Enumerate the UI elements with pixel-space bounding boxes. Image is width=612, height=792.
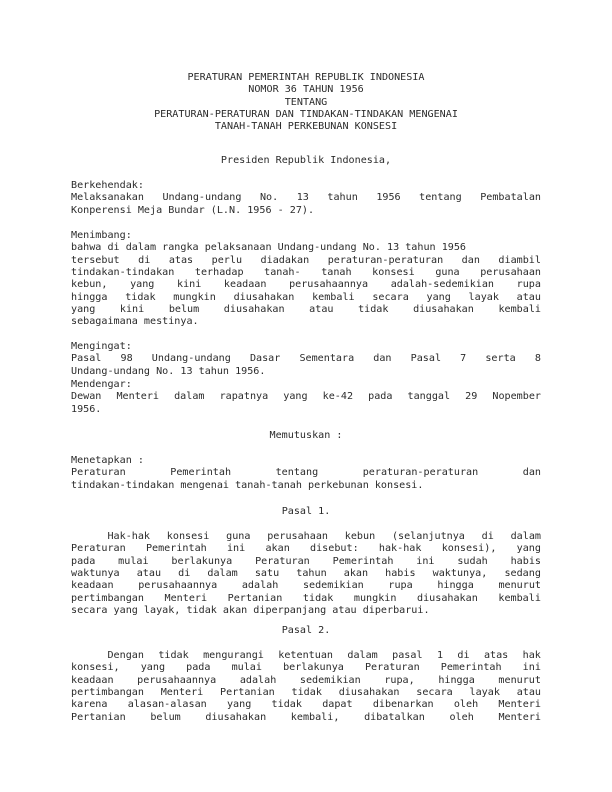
text-word: keadaan (71, 674, 114, 686)
text-word: perlu (211, 254, 243, 266)
pasal-2-body (71, 650, 541, 724)
text-word: tanah- (264, 267, 301, 279)
text-line: Undang-undang No. 13 tahun 1956. (71, 365, 266, 377)
text-word: ketentuan (278, 650, 333, 661)
title-line-3: TENTANG (284, 96, 328, 108)
text-word: habis (510, 555, 541, 567)
text-word: Peraturan (364, 662, 420, 674)
text-word: Undang-undang (162, 192, 242, 204)
text-word: Sementara (299, 353, 355, 365)
text-line: tindakan-tindakan mengenai tanah-tanah perkebunan konsesi. (71, 479, 424, 491)
text-line (71, 267, 541, 279)
text-word: keadaan (71, 580, 114, 592)
text-word: rupa, (384, 674, 415, 686)
text-word: perusahaannya (138, 580, 218, 592)
pasal-2-paragraph (71, 650, 541, 724)
text-word: Dasar (249, 353, 281, 365)
text-word: kembali, (290, 711, 340, 723)
text-line (71, 192, 541, 204)
text-line (71, 304, 541, 316)
text-word: konsesi), (441, 543, 497, 555)
text-word: diadakan (260, 254, 310, 266)
text-word: dapat (322, 699, 353, 711)
text-word: tahun (327, 192, 358, 204)
text-word: hak-hak (378, 543, 422, 555)
text-word: mulai (118, 555, 149, 567)
text-word: guna (226, 531, 251, 542)
text-word: adalah (239, 674, 277, 686)
text-word: atas (168, 254, 194, 266)
text-word: yang (516, 543, 541, 555)
mendengar-body (71, 391, 541, 416)
menimbang-body (71, 242, 541, 328)
section-mengingat (71, 341, 541, 378)
text-line (71, 556, 541, 568)
text-word: diusahakan (233, 291, 295, 303)
text-word: layak (469, 687, 500, 699)
text-word: 8 (534, 353, 541, 365)
text-word: rupa (516, 279, 541, 291)
text-word: Melaksanakan (71, 192, 144, 204)
text-line (71, 353, 541, 365)
text-word: Peraturan (71, 543, 126, 555)
text-word: belum (150, 711, 181, 723)
text-line (71, 675, 541, 687)
title-line-1: PERATURAN PEMERINTAH REPUBLIK INDONESIA (187, 72, 425, 83)
text-word: konsesi (166, 531, 210, 542)
section-menimbang (71, 230, 541, 329)
text-word: Peraturan (255, 555, 310, 567)
text-word: Menteri (160, 687, 204, 699)
text-word: Pemerintah (145, 543, 207, 555)
document-title (0, 72, 612, 134)
text-word: perusahaannya (137, 674, 217, 686)
text-line (71, 391, 541, 403)
section-berkehendak (71, 180, 541, 217)
text-word: Nopember (492, 391, 541, 403)
text-word: Menteri (498, 711, 541, 723)
text-word: dalam (347, 650, 378, 661)
text-line (71, 568, 541, 580)
text-word: di (178, 568, 191, 580)
text-word: perusahaan (480, 267, 541, 279)
text-word: pada (186, 662, 211, 674)
mengingat-label: Mengingat: (71, 341, 132, 352)
text-word: menurut (498, 674, 541, 686)
pasal-1-heading-text: Pasal 1. (281, 506, 331, 517)
text-word: secara (372, 291, 409, 303)
text-line (71, 593, 541, 605)
text-word: Hak-hak (71, 531, 151, 542)
text-word: Menteri (116, 391, 160, 403)
text-word: alasan-alasan (127, 699, 207, 711)
text-word: tidak (125, 291, 156, 303)
text-word: dibenarkan (372, 699, 434, 711)
text-word: rapatnya (219, 391, 269, 403)
text-word: hingga (437, 580, 474, 592)
text-word: dalam (510, 531, 541, 542)
text-line (71, 712, 541, 724)
text-word: Dengan (71, 650, 144, 661)
text-word: guna (435, 267, 460, 279)
text-word: pertimbangan (71, 592, 144, 604)
text-word: berlakunya (283, 662, 344, 674)
text-word: Pasal (410, 353, 442, 365)
text-word: di (138, 254, 151, 266)
text-word: belum (168, 304, 200, 316)
text-word: sedang (504, 568, 541, 580)
text-word: tanggal (407, 391, 451, 403)
text-line: Konperensi Meja Bundar (L.N. 1956 - 27). (71, 204, 315, 216)
text-word: menurut (498, 580, 541, 592)
text-line (71, 255, 541, 267)
text-word: tentang (275, 467, 319, 479)
text-word: perusahaannya (289, 279, 369, 291)
text-word: 1956 (376, 192, 401, 204)
text-word: mungkin (353, 592, 397, 604)
text-word: hingga (438, 674, 475, 686)
text-word: yang (130, 279, 155, 291)
text-line (71, 687, 541, 699)
memutuskan-text: Memutuskan : (269, 430, 343, 441)
text-word: diusahakan (205, 711, 267, 723)
text-word: Menteri (164, 592, 208, 604)
text-line (71, 580, 541, 592)
text-word: sudah (457, 555, 488, 567)
text-word: oleh (449, 711, 474, 723)
pasal-1-paragraph (71, 531, 541, 617)
text-line (71, 650, 541, 662)
text-word: Peraturan (71, 467, 126, 479)
text-word: yang (71, 304, 96, 316)
text-word: 29 (465, 391, 478, 403)
text-word: dalam (207, 568, 238, 580)
text-word: ini (522, 662, 541, 674)
text-line: secara yang layak, tidak akan diperpanjang atau diperbarui. (71, 605, 430, 617)
text-word: peraturan-peraturan (327, 254, 444, 266)
pasal-1-heading (0, 506, 612, 518)
authority-text: Presiden Republik Indonesia, (220, 155, 392, 166)
text-word: tentang (419, 192, 462, 204)
text-word: perusahaan (267, 531, 328, 542)
text-word: kini (177, 279, 202, 291)
text-word: terhadap (194, 267, 244, 279)
text-word: kembali (498, 304, 541, 316)
text-word: Dewan (71, 391, 102, 403)
text-word: Pemerintah (332, 555, 394, 567)
text-word: Pertanian (220, 687, 275, 699)
text-word: peraturan-peraturan (362, 467, 479, 479)
text-word: mungkin (173, 291, 216, 303)
authority-line (0, 155, 612, 167)
pasal-2-heading-text: Pasal 2. (281, 625, 331, 636)
text-word: secara (416, 687, 453, 699)
text-word: waktunya, (432, 568, 488, 580)
memutuskan-heading (0, 430, 612, 442)
text-word: 13 (296, 192, 309, 204)
text-word: kembali (312, 291, 355, 303)
mendengar-label: Mendengar: (71, 379, 132, 390)
text-word: tidak (291, 687, 322, 699)
text-word: diusahakan (413, 304, 474, 316)
text-word: tidak (271, 699, 302, 711)
text-word: Pembatalan (480, 192, 541, 204)
text-word: hak (522, 650, 541, 661)
menetapkan-label: Menetapkan : (71, 455, 144, 466)
text-word: kembali (498, 592, 541, 604)
text-word: sedemikian (302, 580, 364, 592)
menetapkan-body (71, 467, 541, 492)
text-word: habis (385, 568, 416, 580)
text-word: 7 (460, 353, 467, 365)
text-word: layak (468, 291, 499, 303)
text-word: tanah (321, 267, 352, 279)
text-word: tidak (358, 304, 389, 316)
text-word: satu (254, 568, 280, 580)
text-word: dan (522, 467, 541, 479)
text-word: ini (416, 555, 435, 567)
text-word: pertimbangan (71, 687, 144, 699)
text-word: konsesi (372, 267, 415, 279)
text-word: adalah-sedemikian (390, 279, 495, 291)
text-word: hingga (71, 291, 108, 303)
text-word: akan (343, 568, 369, 580)
text-word: No. (259, 192, 279, 204)
text-line: bahwa di dalam rangka pelaksanaan Undang-undang No. 13 tahun 1956 (71, 242, 467, 254)
text-word: disebut: (310, 543, 359, 555)
text-word: kini (119, 304, 145, 316)
text-word: yang (426, 291, 451, 303)
text-word: atau (136, 568, 162, 580)
menimbang-label: Menimbang: (71, 230, 132, 241)
text-line (71, 662, 541, 674)
mengingat-body (71, 353, 541, 378)
text-word: pasal (392, 650, 423, 661)
text-word: atas (483, 650, 509, 661)
text-word: di (481, 531, 494, 542)
text-word: mulai (231, 662, 262, 674)
text-word: yang (283, 391, 308, 403)
text-word: diusahakan (338, 687, 400, 699)
text-word: tidak (302, 592, 334, 604)
text-word: Undang-undang (151, 353, 231, 365)
section-mendengar (71, 379, 541, 416)
text-word: dan (373, 353, 392, 365)
text-word: atau (516, 291, 541, 303)
title-line-2: NOMOR 36 TAHUN 1956 (248, 84, 364, 96)
text-word: dan (461, 254, 480, 266)
text-word: Menteri (498, 699, 541, 711)
text-word: Pemerintah (170, 467, 232, 479)
text-line (71, 699, 541, 711)
text-line (71, 531, 541, 543)
berkehendak-body (71, 192, 541, 217)
text-word: mengurangi (203, 650, 264, 661)
text-word: 1 (436, 650, 444, 661)
text-word: ini (226, 543, 246, 555)
text-word: diusahakan (223, 304, 285, 316)
text-word: rupa (388, 580, 413, 592)
pasal-1-body (71, 531, 541, 617)
text-word: kebun, (71, 279, 108, 291)
text-word: oleh (453, 699, 479, 711)
text-word: tersebut (71, 254, 120, 266)
text-word: di (457, 650, 470, 661)
pasal-2-heading (0, 625, 612, 637)
text-line (71, 279, 541, 291)
text-word: dalam (174, 391, 205, 403)
text-word: atau (309, 304, 334, 316)
title-line-4: PERATURAN-PERATURAN DAN TINDAKAN-TINDAKAN MENGENAI (154, 109, 458, 121)
text-word: karena (71, 699, 108, 711)
text-word: yang (226, 699, 252, 711)
text-word: Pemerintah (440, 662, 502, 674)
section-menetapkan (71, 455, 541, 492)
title-line-5: TANAH-TANAH PERKEBUNAN KONSESI (214, 121, 398, 133)
text-word: akan (265, 543, 290, 555)
text-word: Pasal (71, 353, 102, 365)
text-word: pada (368, 391, 393, 403)
text-word: kebun (344, 531, 376, 542)
text-word: tidak (158, 650, 189, 661)
text-line (71, 467, 541, 479)
text-line (71, 543, 541, 555)
text-word: ke-42 (322, 391, 354, 403)
text-word: yang (140, 662, 166, 674)
text-word: diusahakan (417, 592, 478, 604)
text-word: atau (516, 687, 541, 699)
text-word: sedemikian (299, 674, 361, 686)
text-word: 98 (120, 353, 133, 365)
text-line: 1956. (71, 403, 102, 415)
text-word: dibatalkan (364, 711, 425, 723)
text-word: diambil (498, 254, 541, 266)
text-word: keadaan (223, 279, 267, 291)
text-word: berlakunya (171, 555, 233, 567)
text-word: tahun (296, 568, 327, 580)
text-line (71, 292, 541, 304)
text-word: tindakan-tindakan (71, 267, 175, 279)
text-word: Pertanian (227, 592, 283, 604)
text-line: sebagaimana mestinya. (71, 316, 199, 328)
text-word: Pertanian (71, 711, 126, 723)
text-word: konsesi, (71, 662, 120, 674)
berkehendak-label: Berkehendak: (71, 180, 144, 191)
text-word: (selanjutnya (391, 531, 465, 542)
text-word: waktunya (71, 568, 120, 580)
text-word: serta (485, 353, 516, 365)
text-word: pada (71, 555, 96, 567)
text-word: adalah (241, 580, 279, 592)
